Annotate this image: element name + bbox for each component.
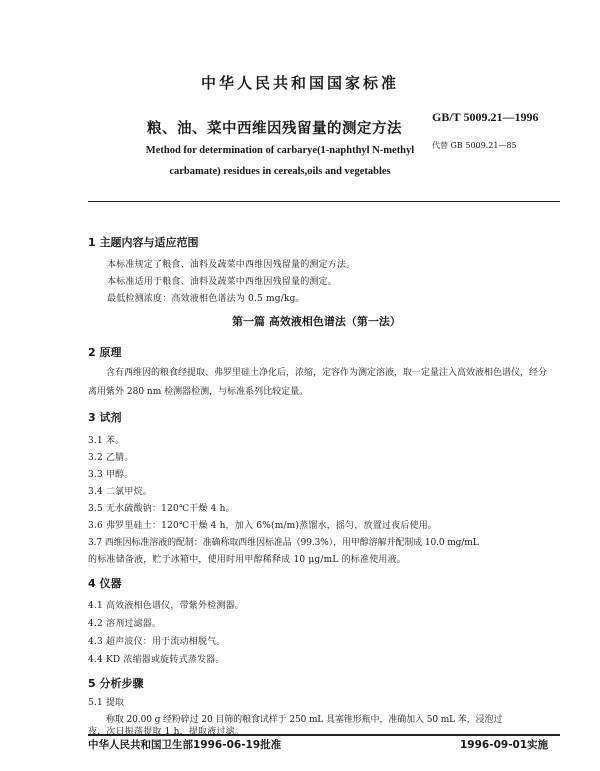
- instrument-item: 4.2 溶剂过滤器。: [88, 619, 162, 629]
- replaces-standard: 代替 GB 5009.21—85: [432, 141, 517, 150]
- section4-heading: 4 仪器: [88, 577, 122, 590]
- instrument-item: 4.1 高效液相色谱仪，带紫外检测器。: [88, 601, 244, 611]
- footer-divider: [88, 734, 560, 736]
- reagent-item-3-7-line1: 3.7 西维因标准溶液的配制：准确称取西维因标准品（99.3%），用甲醇溶解并配制成 10.0 mg/mL: [88, 538, 479, 548]
- section2-paragraph: 含有西维因的粮食经提取、弗罗里硅土净化后，浓缩，定容作为测定溶液，取一定量注入高效液相色谱仪，经分离用紫外 280 nm 检测器检测，与标准系列比较定量。: [88, 368, 548, 397]
- section1-line: 本标准适用于粮食、油料及蔬菜中西维因残留量的测定。: [107, 277, 338, 287]
- implementation-date: 1996-09-01实施: [460, 739, 549, 751]
- section3-heading: 3 试剂: [88, 411, 122, 424]
- reagent-item: 3.5 无水硫酸钠：120℃干燥 4 h。: [88, 504, 235, 514]
- reagent-item: 3.4 二氯甲烷。: [88, 487, 152, 497]
- title-en-line1: Method for determination of carbarye(1-naphthyl N-methyl: [145, 145, 415, 156]
- document-title-cn: 粮、油、菜中西维因残留量的测定方法: [147, 121, 402, 137]
- section1-line: 本标准规定了粮食、油料及蔬菜中西维因残留量的测定方法。: [107, 260, 356, 270]
- approval-date: 中华人民共和国卫生部1996-06-19批准: [88, 739, 282, 751]
- title-en-line2: carbamate) residues in cereals,oils and vegetables: [169, 166, 391, 177]
- reagent-item: 3.6 弗罗里硅土：120℃干燥 4 h，加入 6%(m/m)蒸馏水，摇匀，放置过夜后使用。: [88, 521, 438, 531]
- reagent-item: 3.2 乙腈。: [88, 453, 134, 463]
- reagent-item: 3.3 甲醇。: [88, 470, 134, 480]
- reagent-item-3-7-line2: 的标准储备液，贮于冰箱中，使用时用甲醇稀释成 10 μg/mL 的标准使用液。: [88, 555, 406, 565]
- instrument-item: 4.4 KD 浓缩器或旋转式蒸发器。: [88, 655, 225, 665]
- standard-number: GB/T 5009.21—1996: [432, 110, 539, 124]
- section5-subheading: 5.1 提取: [88, 698, 125, 708]
- reagent-item: 3.1 苯。: [88, 436, 125, 446]
- section5-line2: 夜，次日振荡提取 1 h，提取液过滤。: [88, 727, 245, 737]
- header-divider: [88, 201, 560, 202]
- section5-heading: 5 分析步骤: [88, 677, 144, 690]
- section2-heading: 2 原理: [88, 346, 122, 359]
- part1-title: 第一篇 高效液相色谱法（第一法）: [232, 315, 401, 328]
- section5-line1: 称取 20.00 g 经粉碎过 20 目筛的粮食试样于 250 mL 具塞锥形瓶中，准确加入 50 mL 苯，浸泡过: [106, 715, 503, 725]
- document-title-en: [120, 140, 440, 182]
- instrument-item: 4.3 超声波仪：用于流动相脱气。: [88, 637, 226, 647]
- section1-line: 最低检测浓度：高效液相色谱法为 0.5 mg/kg。: [107, 294, 305, 304]
- national-standard-title: 中华人民共和国国家标准: [200, 74, 399, 92]
- section1-heading: 1 主题内容与适应范围: [88, 236, 199, 249]
